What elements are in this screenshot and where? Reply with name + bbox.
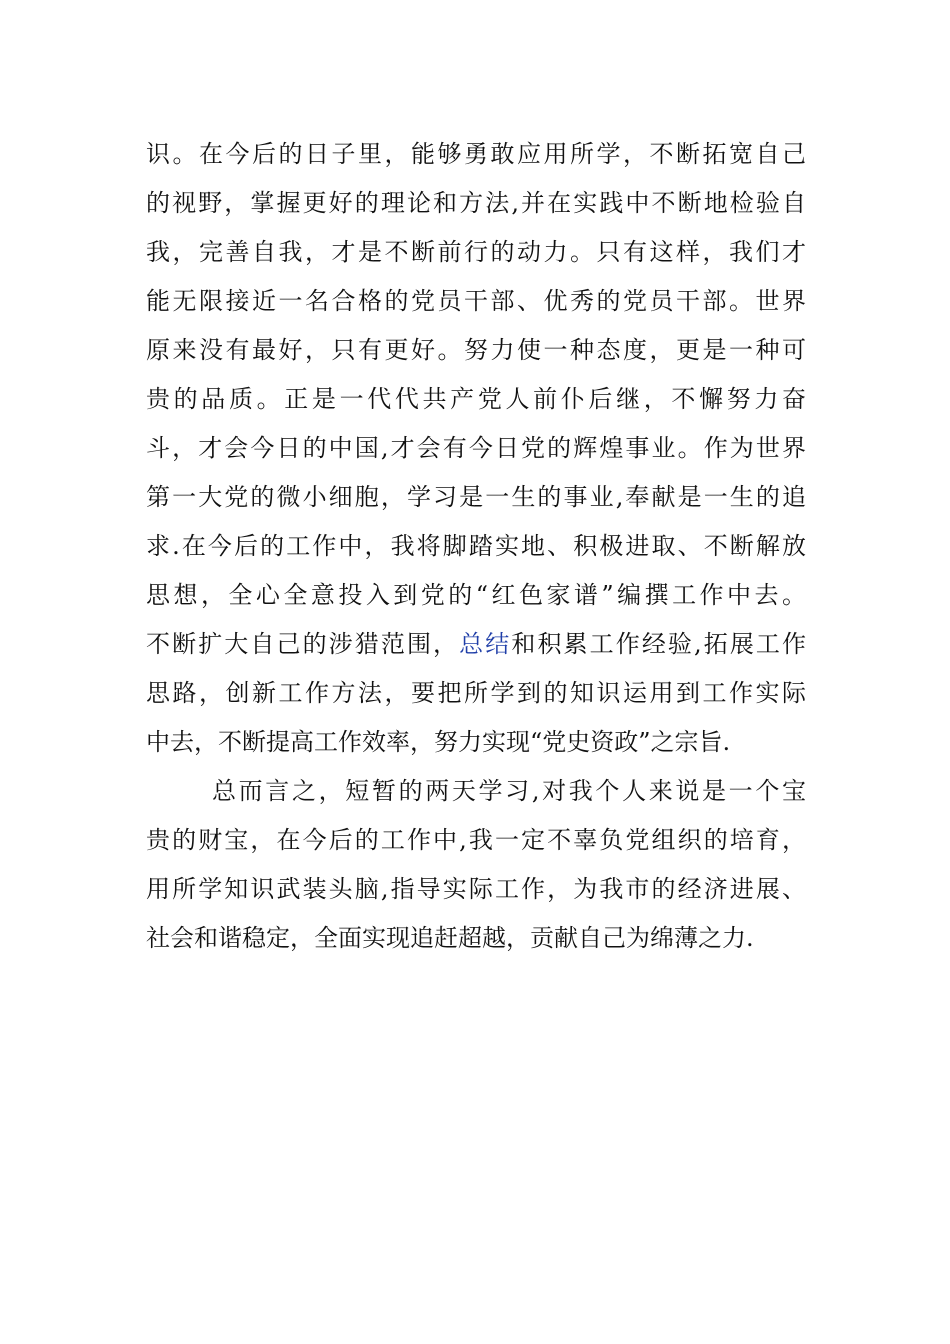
- paragraph-2-line-3: 用所学知识武装头脑,指导实际工作，为我市的经济进展、: [146, 875, 806, 903]
- paragraph-2-line-1: 总而言之，短暂的两天学习,对我个人来说是一个宝: [212, 777, 806, 805]
- paragraph-1-line-11: [146, 620, 806, 669]
- paragraph-1-line-6: 贵的品质。正是一代代共产党人前仆后继，不懈努力奋: [146, 385, 806, 413]
- paragraph-1-line-11-after: 和积累工作经验,拓展工作: [511, 630, 807, 658]
- paragraph-1-line-8: 第一大党的微小细胞，学习是一生的事业,奉献是一生的追: [146, 483, 806, 511]
- paragraph-1-line-11-before: 不断扩大自己的涉猎范围，: [146, 630, 460, 658]
- paragraph-1-line-10: 思想，全心全意投入到党的“红色家谱”编撰工作中去。: [146, 581, 806, 609]
- paragraph-1-line-2: 的视野，掌握更好的理论和方法,并在实践中不断地检验自: [146, 189, 806, 217]
- paragraph-1-line-5: 原来没有最好，只有更好。努力使一种态度，更是一种可: [146, 336, 806, 364]
- paragraph-2-line-4: 社会和谐稳定，全面实现追赶超越，贡献自己为绵薄之力.: [146, 924, 754, 952]
- paragraph-1-line-1: 识。在今后的日子里，能够勇敢应用所学，不断拓宽自己: [146, 140, 806, 168]
- paragraph-1-line-13: 中去，不断提高工作效率，努力实现“党史资政”之宗旨.: [146, 728, 731, 756]
- document-body: [146, 130, 806, 963]
- summary-link[interactable]: 总结: [459, 630, 512, 658]
- paragraph-1-line-9: 求.在今后的工作中，我将脚踏实地、积极进取、不断解放: [146, 532, 806, 560]
- paragraph-1-line-3: 我，完善自我，才是不断前行的动力。只有这样，我们才: [146, 238, 806, 266]
- paragraph-1-line-12: 思路，创新工作方法，要把所学到的知识运用到工作实际: [146, 679, 806, 707]
- paragraph-2-line-2: 贵的财宝，在今后的工作中,我一定不辜负党组织的培育，: [146, 826, 806, 854]
- paragraph-1-line-7: 斗，才会今日的中国,才会有今日党的辉煌事业。作为世界: [146, 434, 806, 462]
- paragraph-1-line-4: 能无限接近一名合格的党员干部、优秀的党员干部。世界: [146, 287, 806, 315]
